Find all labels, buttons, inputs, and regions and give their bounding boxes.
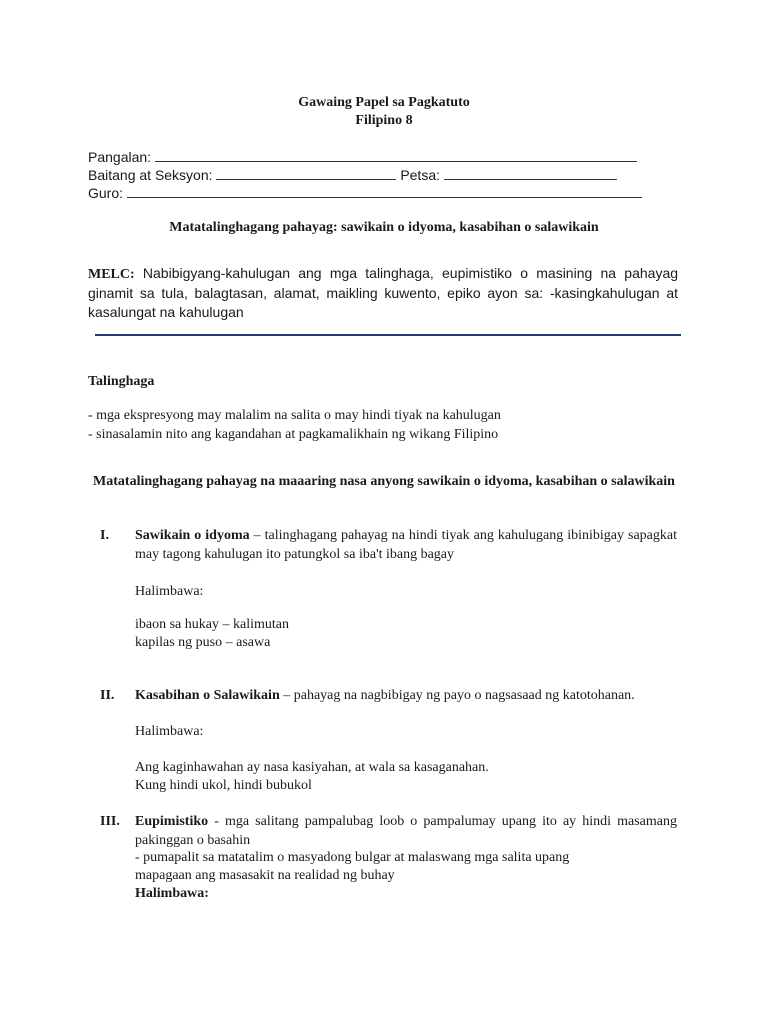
example-item: Ang kaginhawahan ay nasa kasiyahan, at wala sa kasaganahan. — [135, 760, 489, 775]
section-definition-text: – pahayag na nagbibigay ng payo o nagsasaad ng katotohanan. — [279, 688, 635, 703]
section-extra-line: mapagaan ang masasakit na realidad ng buhay — [135, 868, 395, 883]
example-label: Halimbawa: — [135, 724, 204, 739]
grade-field — [88, 167, 617, 183]
name-blank[interactable] — [155, 149, 637, 162]
section-definition-text: – talinghagang pahayag na hindi tiyak ang kahulugang ibinibigay sapagkat may tagong kahulugan ito patungkol sa iba't ibang bagay — [135, 528, 677, 562]
teacher-field — [88, 185, 642, 201]
name-label: Pangalan: — [88, 149, 152, 165]
example-item: ibaon sa hukay – kalimutan — [135, 617, 289, 632]
talinghaga-heading: Talinghaga — [88, 374, 155, 389]
section-numeral: I. — [100, 528, 109, 543]
section-term: Sawikain o idyoma — [135, 528, 250, 543]
worksheet-title: Gawaing Papel sa Pagkatuto — [298, 95, 470, 110]
teacher-blank[interactable] — [127, 185, 642, 198]
section-definition — [135, 526, 677, 564]
name-field — [88, 149, 637, 165]
example-label: Halimbawa: — [135, 886, 209, 901]
forms-heading: Matatalinghagang pahayag na maaaring nasa anyong sawikain o idyoma, kasabihan o salawikain — [93, 474, 675, 489]
date-blank[interactable] — [444, 167, 617, 180]
subject-title: Filipino 8 — [355, 113, 413, 128]
grade-blank[interactable] — [216, 167, 396, 180]
topic-heading: Matatalinghagang pahayag: sawikain o idyoma, kasabihan o salawikain — [169, 220, 599, 235]
talinghaga-point-2: - sinasalamin nito ang kagandahan at pagkamalikhain ng wikang Filipino — [88, 427, 499, 442]
grade-label: Baitang at Seksyon: — [88, 167, 213, 183]
section-numeral: III. — [100, 814, 120, 829]
example-item: kapilas ng puso – asawa — [135, 635, 271, 650]
melc-paragraph — [88, 264, 678, 322]
divider-rule — [95, 334, 681, 336]
section-definition-text: - mga salitang pampalubag loob o pampalumay upang ito ay hindi masamang pakinggan o basahin — [135, 814, 677, 848]
melc-text: Nabibigyang-kahulugan ang mga talinghaga, eupimistiko o masining na pahayag ginamit sa tula, balagtasan, alamat, maikling kuwento, epiko ayon sa: -kasingkahulugan at kasalungat na kahulugan — [88, 265, 679, 320]
melc-label: MELC: — [88, 267, 135, 282]
section-definition — [135, 812, 677, 850]
date-label: Petsa: — [400, 167, 441, 183]
example-label: Halimbawa: — [135, 584, 204, 599]
section-term: Kasabihan o Salawikain — [135, 688, 280, 703]
section-extra-line: - pumapalit sa matatalim o masyadong bulgar at malaswang mga salita upang — [135, 850, 570, 865]
section-numeral: II. — [100, 688, 115, 703]
teacher-label: Guro: — [88, 185, 124, 201]
section-definition — [135, 686, 677, 705]
talinghaga-point-1: - mga ekspresyong may malalim na salita o may hindi tiyak na kahulugan — [88, 408, 501, 423]
section-term: Eupimistiko — [135, 814, 209, 829]
example-item: Kung hindi ukol, hindi bubukol — [135, 778, 312, 793]
